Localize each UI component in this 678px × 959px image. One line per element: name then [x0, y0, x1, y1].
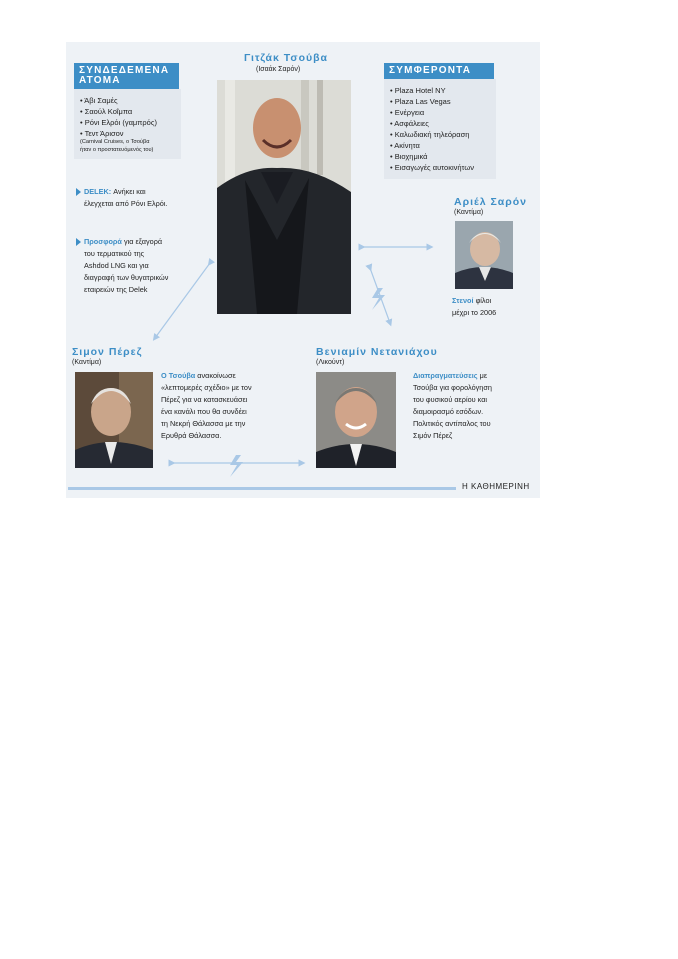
list-item: • Ακίνητα [390, 141, 420, 150]
lightning-icon [372, 288, 385, 310]
list-item-note: (Carnival Cruises, ο Τσούβα [80, 139, 150, 145]
list-item: • Plaza Las Vegas [390, 97, 451, 106]
sharon-party: (Καντίμα) [454, 209, 484, 216]
list-item: • Ασφάλειες [390, 119, 429, 128]
center-subtitle: (Ισαάκ Σαρόν) [256, 66, 301, 73]
list-item: • Σαούλ Κοΐμπα [80, 107, 133, 116]
peres-note: Ο Τσούβα ανακοίνωσε «λεπτομερές σχέδιο» με τον Πέρεζ για να κατασκευάσει ένα κανάλι που θα συνδέει τη Νεκρή Θάλασσα με την Ερυθρά Θάλασσα. [161, 371, 252, 440]
peres-photo [75, 372, 153, 468]
interests-list [384, 79, 496, 179]
list-item: • Καλωδιακή τηλεόραση [390, 130, 470, 139]
footer-rule [68, 487, 456, 490]
offer-note: Προσφορά για εξαγορά του τερματικού της Ashdod LNG και για διαγραφή των θυγατρικών εταιρειών της Delek [76, 236, 206, 296]
netanyahu-party: (Λικούντ) [316, 359, 345, 366]
connected-people-list [74, 89, 181, 159]
sharon-photo [455, 221, 513, 289]
netanyahu-name: Βενιαμίν Νετανιάχου [316, 346, 438, 358]
netanyahu-note: Διαπραγματεύσεις με Τσούβα για φορολόγηση του φυσικού αερίου και διαμοιρασμό εσόδων. Πολιτικός αντίπαλος του Σιμόν Πέρεζ [413, 371, 492, 440]
list-item: • Εισαγωγές αυτοκινήτων [390, 163, 475, 172]
list-item-note: ήταν ο προστατευόμενός του) [80, 146, 154, 153]
list-item: • Τεντ Άρισον [80, 129, 124, 138]
interests-header: ΣΥΜΦΕΡΟΝΤΑ [384, 63, 494, 79]
delek-note: DELEK: Ανήκει και έλεγχεται από Ρόνι Ελρόι. [76, 186, 206, 210]
list-item: • Plaza Hotel NY [390, 86, 446, 95]
list-item: • Ρόνι Ελρόι (γαμπρός) [80, 118, 157, 127]
sharon-note: Στενοί φίλοι μέχρι το 2006 [452, 296, 497, 317]
lightning-icon [230, 455, 243, 477]
list-item: • Βιοχημικά [390, 152, 428, 161]
list-item: • Ενέργεια [390, 108, 425, 117]
connected-people-header: ΣΥΝΔΕΔΕΜΕΝΑ ΑΤΟΜΑ [74, 63, 179, 89]
footer-credit: Η ΚΑΘΗΜΕΡΙΝΗ [462, 482, 530, 491]
bullet-icon [76, 188, 81, 196]
bullet-icon [76, 238, 81, 246]
tsouva-photo [217, 80, 351, 314]
netanyahu-photo [316, 372, 396, 468]
sharon-name: Αριέλ Σαρόν [454, 196, 527, 208]
peres-party: (Καντίμα) [72, 359, 102, 366]
list-item: • Άβι Σαμές [80, 96, 118, 105]
center-name: Γιτζάκ Τσούβα [244, 52, 328, 64]
peres-name: Σιμον Πέρεζ [72, 346, 143, 358]
